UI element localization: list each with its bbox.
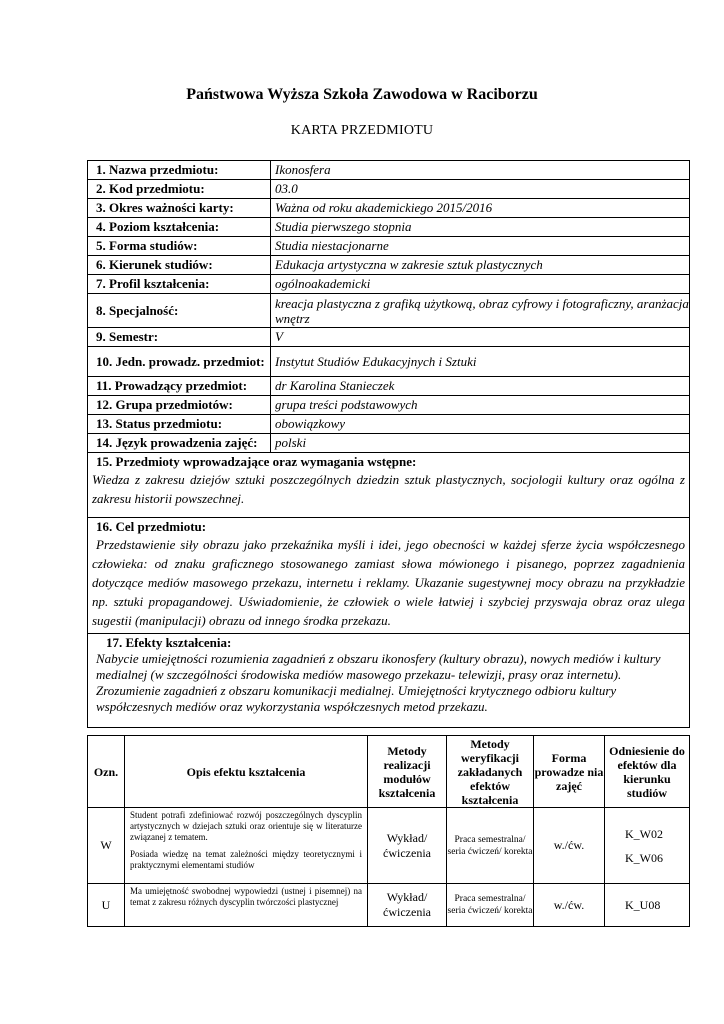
section-16-header: [88, 518, 690, 536]
field-value: Instytut Studiów Edukacyjnych i Sztuki: [271, 347, 690, 377]
table-row: [88, 884, 690, 927]
field-label: 4. Poziom kształcenia:: [88, 218, 271, 237]
table-header-row: [88, 736, 690, 808]
effects-text-2: Zrozumienie zagadnień z obszaru komunikacji medialnej. Umiejętności krytycznego odbioru kultury współczesnych mediów oraz wykorzystania współczesnych metod przekazu.: [96, 683, 617, 714]
kw-code: K_W06: [625, 850, 663, 865]
col-header-forma: Forma prowadze nia zajęć: [534, 736, 605, 808]
document-title: KARTA PRZEDMIOTU: [290, 123, 434, 138]
field-row: [88, 275, 690, 294]
field-value: 03.0: [271, 180, 690, 199]
field-row: [88, 377, 690, 396]
field-label: 8. Specjalność:: [88, 294, 271, 328]
col-header-odniesienie: Odniesienie do efektów dla kierunku studiów: [605, 736, 690, 808]
section-text: Przedstawienie siły obrazu jako przekaźnika myśli i idei, jego obecności w każdej sferze życia współczesnego człowieka: od znaku graficznego stosowanego zamiast słowa mówionego i pisanego, poprzez zagadnienia dotyczące mediów masowego przekazu, internetu i reklamy. Ukazanie sugestywnej mocy obrazu na przykładzie np. sztuki propagandowej. Uświadomienie, że człowiek o wiele łatwiej i szybciej przyswaja obraz oraz ulega sugestii (manipulacji) obrazu od innego środka przekazu.: [88, 535, 690, 634]
field-label: 6. Kierunek studiów:: [88, 256, 271, 275]
kw-code: K_W02: [625, 826, 663, 841]
field-row: [88, 347, 690, 377]
row-weryfikacja: Praca semestralna/ seria ćwiczeń/ korekta: [447, 884, 534, 927]
field-label: 3. Okres ważności karty:: [88, 199, 271, 218]
field-row: [88, 161, 690, 180]
field-row: [88, 199, 690, 218]
field-value: kreacja plastyczna z grafiką użytkową, obraz cyfrowy i fotograficzny, aranżacja wnętrz: [271, 294, 690, 328]
field-row: [88, 237, 690, 256]
field-value: Studia niestacjonarne: [271, 237, 690, 256]
university-name: Państwowa Wyższa Szkoła Zawodowa w Raciborzu: [186, 86, 538, 103]
field-label: 2. Kod przedmiotu:: [88, 180, 271, 199]
field-label: 10. Jedn. prowadz. przedmiot:: [88, 347, 271, 377]
section-15-header: [88, 453, 690, 471]
section-text: Wiedza z zakresu dziejów sztuki poszczególnych dziedzin sztuk plastycznych, socjologii kultury oraz ogólna z zakresu historii powszechnej.: [88, 470, 690, 518]
section-title: 15. Przedmioty wprowadzające oraz wymagania wstępne:: [88, 453, 690, 471]
section-title: 16. Cel przedmiotu:: [88, 518, 690, 536]
field-value: grupa treści podstawowych: [271, 396, 690, 415]
col-header-weryfikacja: Metody weryfikacji zakładanych efektów kształcenia: [447, 736, 534, 808]
field-value: polski: [271, 434, 690, 453]
row-ozn: U: [88, 884, 125, 927]
field-value: obowiązkowy: [271, 415, 690, 434]
table-row: [88, 808, 690, 884]
field-label: 9. Semestr:: [88, 328, 271, 347]
row-ozn: W: [88, 808, 125, 884]
section-16-body: [88, 535, 690, 634]
section-text: [88, 651, 690, 728]
field-value: ogólnoakademicki: [271, 275, 690, 294]
field-row: [88, 294, 690, 328]
row-odniesienie: [605, 808, 690, 884]
field-row: [88, 415, 690, 434]
field-value: Edukacja artystyczna w zakresie sztuk plastycznych: [271, 256, 690, 275]
opis-text: Posiada wiedzę na temat zależności między teoretycznymi i praktycznymi elementami studiów: [130, 849, 362, 870]
field-label: 7. Profil kształcenia:: [88, 275, 271, 294]
field-row: [88, 434, 690, 453]
row-opis: [125, 808, 368, 884]
opis-text: Student potrafi zdefiniować rozwój poszczególnych dyscyplin artystycznych w dziejach sztuki oraz orientuje się w literaturze związanej z tematem.: [130, 810, 362, 842]
field-row: [88, 328, 690, 347]
field-value: Ikonosfera: [271, 161, 690, 180]
field-value: Ważna od roku akademickiego 2015/2016: [271, 199, 690, 218]
row-metody: Wykład/ ćwiczenia: [368, 808, 447, 884]
field-row: [88, 396, 690, 415]
row-metody: Wykład/ ćwiczenia: [368, 884, 447, 927]
field-label: 14. Język prowadzenia zajęć:: [88, 434, 271, 453]
col-header-metody: Metody realizacji modułów kształcenia: [368, 736, 447, 808]
section-17-body: [88, 651, 690, 728]
field-value: dr Karolina Stanieczek: [271, 377, 690, 396]
field-label: 13. Status przedmiotu:: [88, 415, 271, 434]
field-row: [88, 218, 690, 237]
col-header-opis: Opis efektu kształcenia: [125, 736, 368, 808]
col-header-ozn: Ozn.: [88, 736, 125, 808]
row-opis: Ma umiejętność swobodnej wypowiedzi (ustnej i pisemnej) na temat z zakresu różnych dyscyplin twórczości plastycznej: [125, 884, 368, 927]
effects-text-1: Nabycie umiejętności rozumienia zagadnień z obszaru ikonosfery (kultury obrazu), nowych mediów i kultury medialnej (w szczególności środowiska mediów masowego przekazu- telewizji, prasy oraz internetu).: [96, 651, 661, 682]
field-label: 1. Nazwa przedmiotu:: [88, 161, 271, 180]
field-value: V: [271, 328, 690, 347]
field-label: 5. Forma studiów:: [88, 237, 271, 256]
row-forma: w./ćw.: [534, 884, 605, 927]
field-value: Studia pierwszego stopnia: [271, 218, 690, 237]
section-title: 17. Efekty kształcenia:: [88, 634, 690, 652]
learning-outcomes-table: [87, 735, 690, 927]
field-row: [88, 256, 690, 275]
section-15-body: [88, 470, 690, 518]
course-info-table: [87, 160, 690, 728]
section-17-header: [88, 634, 690, 652]
row-odniesienie: K_U08: [605, 884, 690, 927]
row-weryfikacja: Praca semestralna/ seria ćwiczeń/ korekta: [447, 808, 534, 884]
field-label: 12. Grupa przedmiotów:: [88, 396, 271, 415]
row-forma: w./ćw.: [534, 808, 605, 884]
field-row: [88, 180, 690, 199]
field-label: 11. Prowadzący przedmiot:: [88, 377, 271, 396]
